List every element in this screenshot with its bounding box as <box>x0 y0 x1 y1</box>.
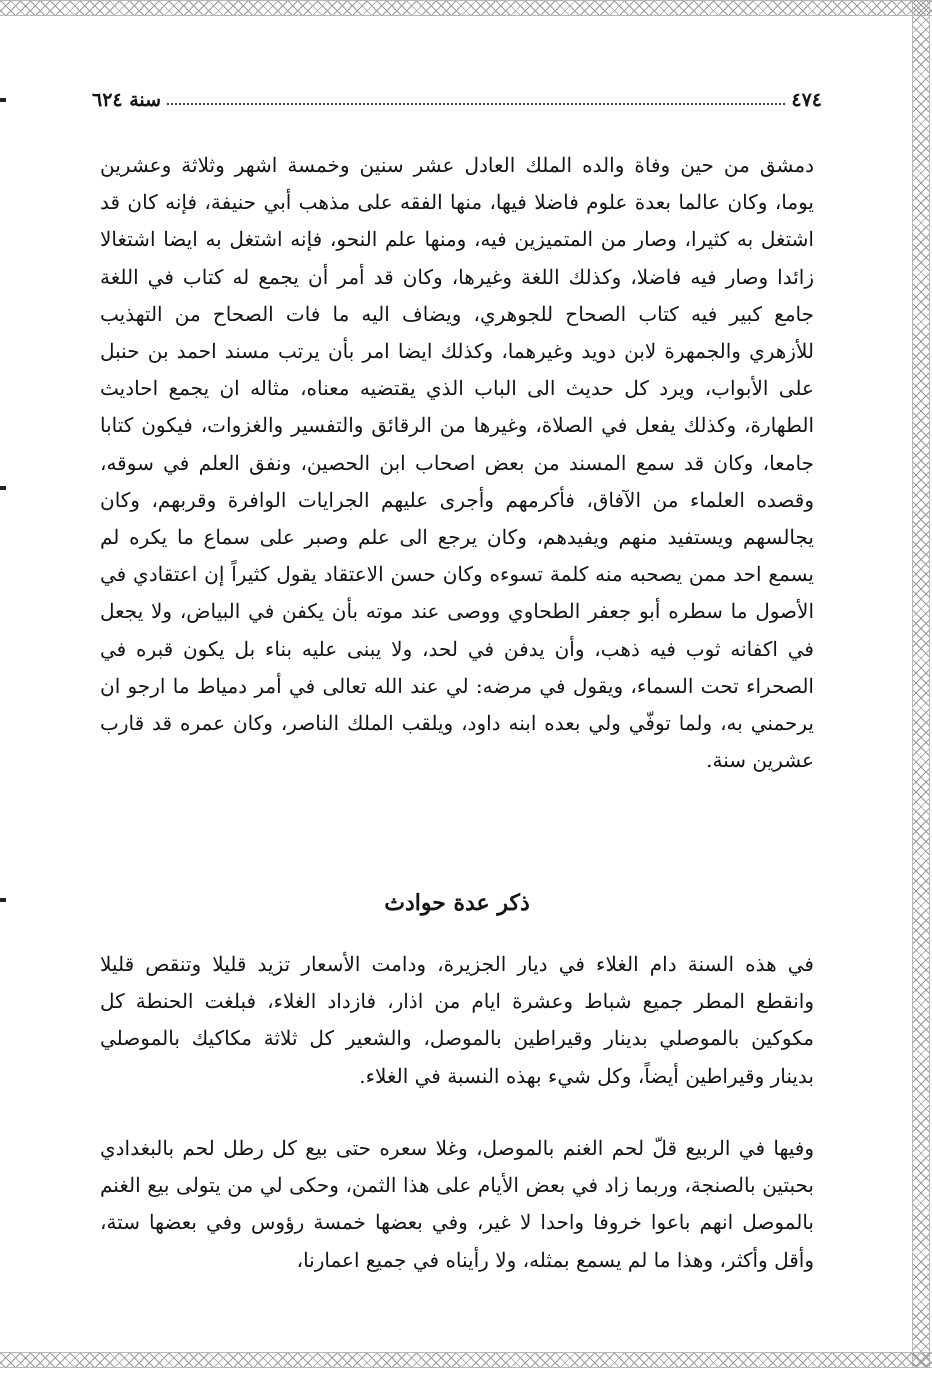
body-text-block <box>100 946 814 1095</box>
year-label: سنة ٦٢٤ <box>92 89 162 111</box>
running-head <box>92 84 822 116</box>
decorative-border-top <box>0 0 932 16</box>
paragraph: دمشق من حين وفاة والده الملك العادل عشر سنين وخمسة اشهر وثلاثة وعشرين يوما، وكان عالما بعدة علوم فاضلا فيها، منها الفقه على مذهب أبي حنيفة، فإنه كان قد اشتغل به كثيرا، وصار من المتميزين فيه، ومنها علم النحو، فإنه اشتغل به ايضا اشتغالا زائدا وصار فيه فاضلا، وكذلك اللغة وغيرها، وكان قد أمر أن يجمع له كتاب في اللغة جامع كبير فيه كتاب الصحاح للجوهري، ويضاف اليه ما فات الصحاح من التهذيب للأزهري والجمهرة لابن دويد وغيرهما، وكذلك ايضا امر بأن يرتب مسند احمد بن حنبل على الأبواب، ويرد كل حديث الى الباب الذي يقتضيه معناه، مثاله ان يجمع احاديث الطهارة، وكذلك يفعل في الصلاة، وغيرها من الرقائق والتفسير والغزوات، فيكون كتابا جامعا، وكان قد سمع المسند من بعض اصحاب ابن الحصين، ونفق العلم في سوقه، وقصده العلماء من الآفاق، فأكرمهم وأجرى عليهم الجرايات الوافرة وقربهم، وكان يجالسهم ويستفيد منهم ويفيدهم، وكان يرجع الى علم وصبر على سماع ما يكره لم يسمع احد ممن يصحبه منه كلمة تسوءه وكان حسن الاعتقاد يقول كثيراً إن اعتقادي في الأصول ما سطره أبو جعفر الطحاوي ووصى عند موته بأن يكفن في البياض، ولا يجعل في اكفانه ثوب فيه ذهب، وأن يدفن في لحد، ولا يبنى عليه بناء بل يكون قبره في الصحراء تحت السماء، ويقول في مرضه: لي عند الله تعالى في أمر دمياط ما ارجو ان يرحمني به، ولما توفّي ولي بعده ابنه داود، ويلقب الملك الناصر، وكان عمره قد قارب عشرين سنة. <box>100 153 815 773</box>
scan-edge-mark <box>0 98 6 102</box>
dotted-leader <box>167 103 785 105</box>
body-text-block <box>100 147 814 779</box>
scan-edge-mark <box>0 486 6 490</box>
paragraph: في هذه السنة دام الغلاء في ديار الجزيرة، ودامت الأسعار تزيد قليلا وتنقص قليلا وانقطع المطر جميع شباط وعشرة ايام من اذار، فازداد الغلاء، فبلغت الحنطة كل مكوكين بالموصلي بدينار وقيراطين بالموصل، والشعير كل ثلاثة مكاكيك بالموصلي بدينار وقيراطين أيضاً، وكل شيء بهذه النسبة في الغلاء. <box>100 952 814 1088</box>
decorative-border-bottom <box>0 1352 932 1368</box>
scan-edge-mark <box>0 898 6 902</box>
page-number: ٤٧٤ <box>791 89 822 111</box>
section-heading: ذكر عدة حوادث <box>384 890 530 916</box>
decorative-border-right <box>912 0 930 1368</box>
body-text-block <box>100 1130 814 1279</box>
paragraph: وفيها في الربيع قلّ لحم الغنم بالموصل، وغلا سعره حتى بيع كل رطل لحم بالبغدادي بحبتين بالصنجة، وربما زاد في بعض الأيام على هذا الثمن، وحكى لي من يتولى بيع الغنم بالموصل انهم باعوا خروفا واحدا لا غير، وفي بعضها خمسة رؤوس وفي بعضها ستة، وأقل وأكثر، وهذا ما لم يسمع بمثله، ولا رأيناه في جميع اعمارنا، <box>100 1136 815 1272</box>
